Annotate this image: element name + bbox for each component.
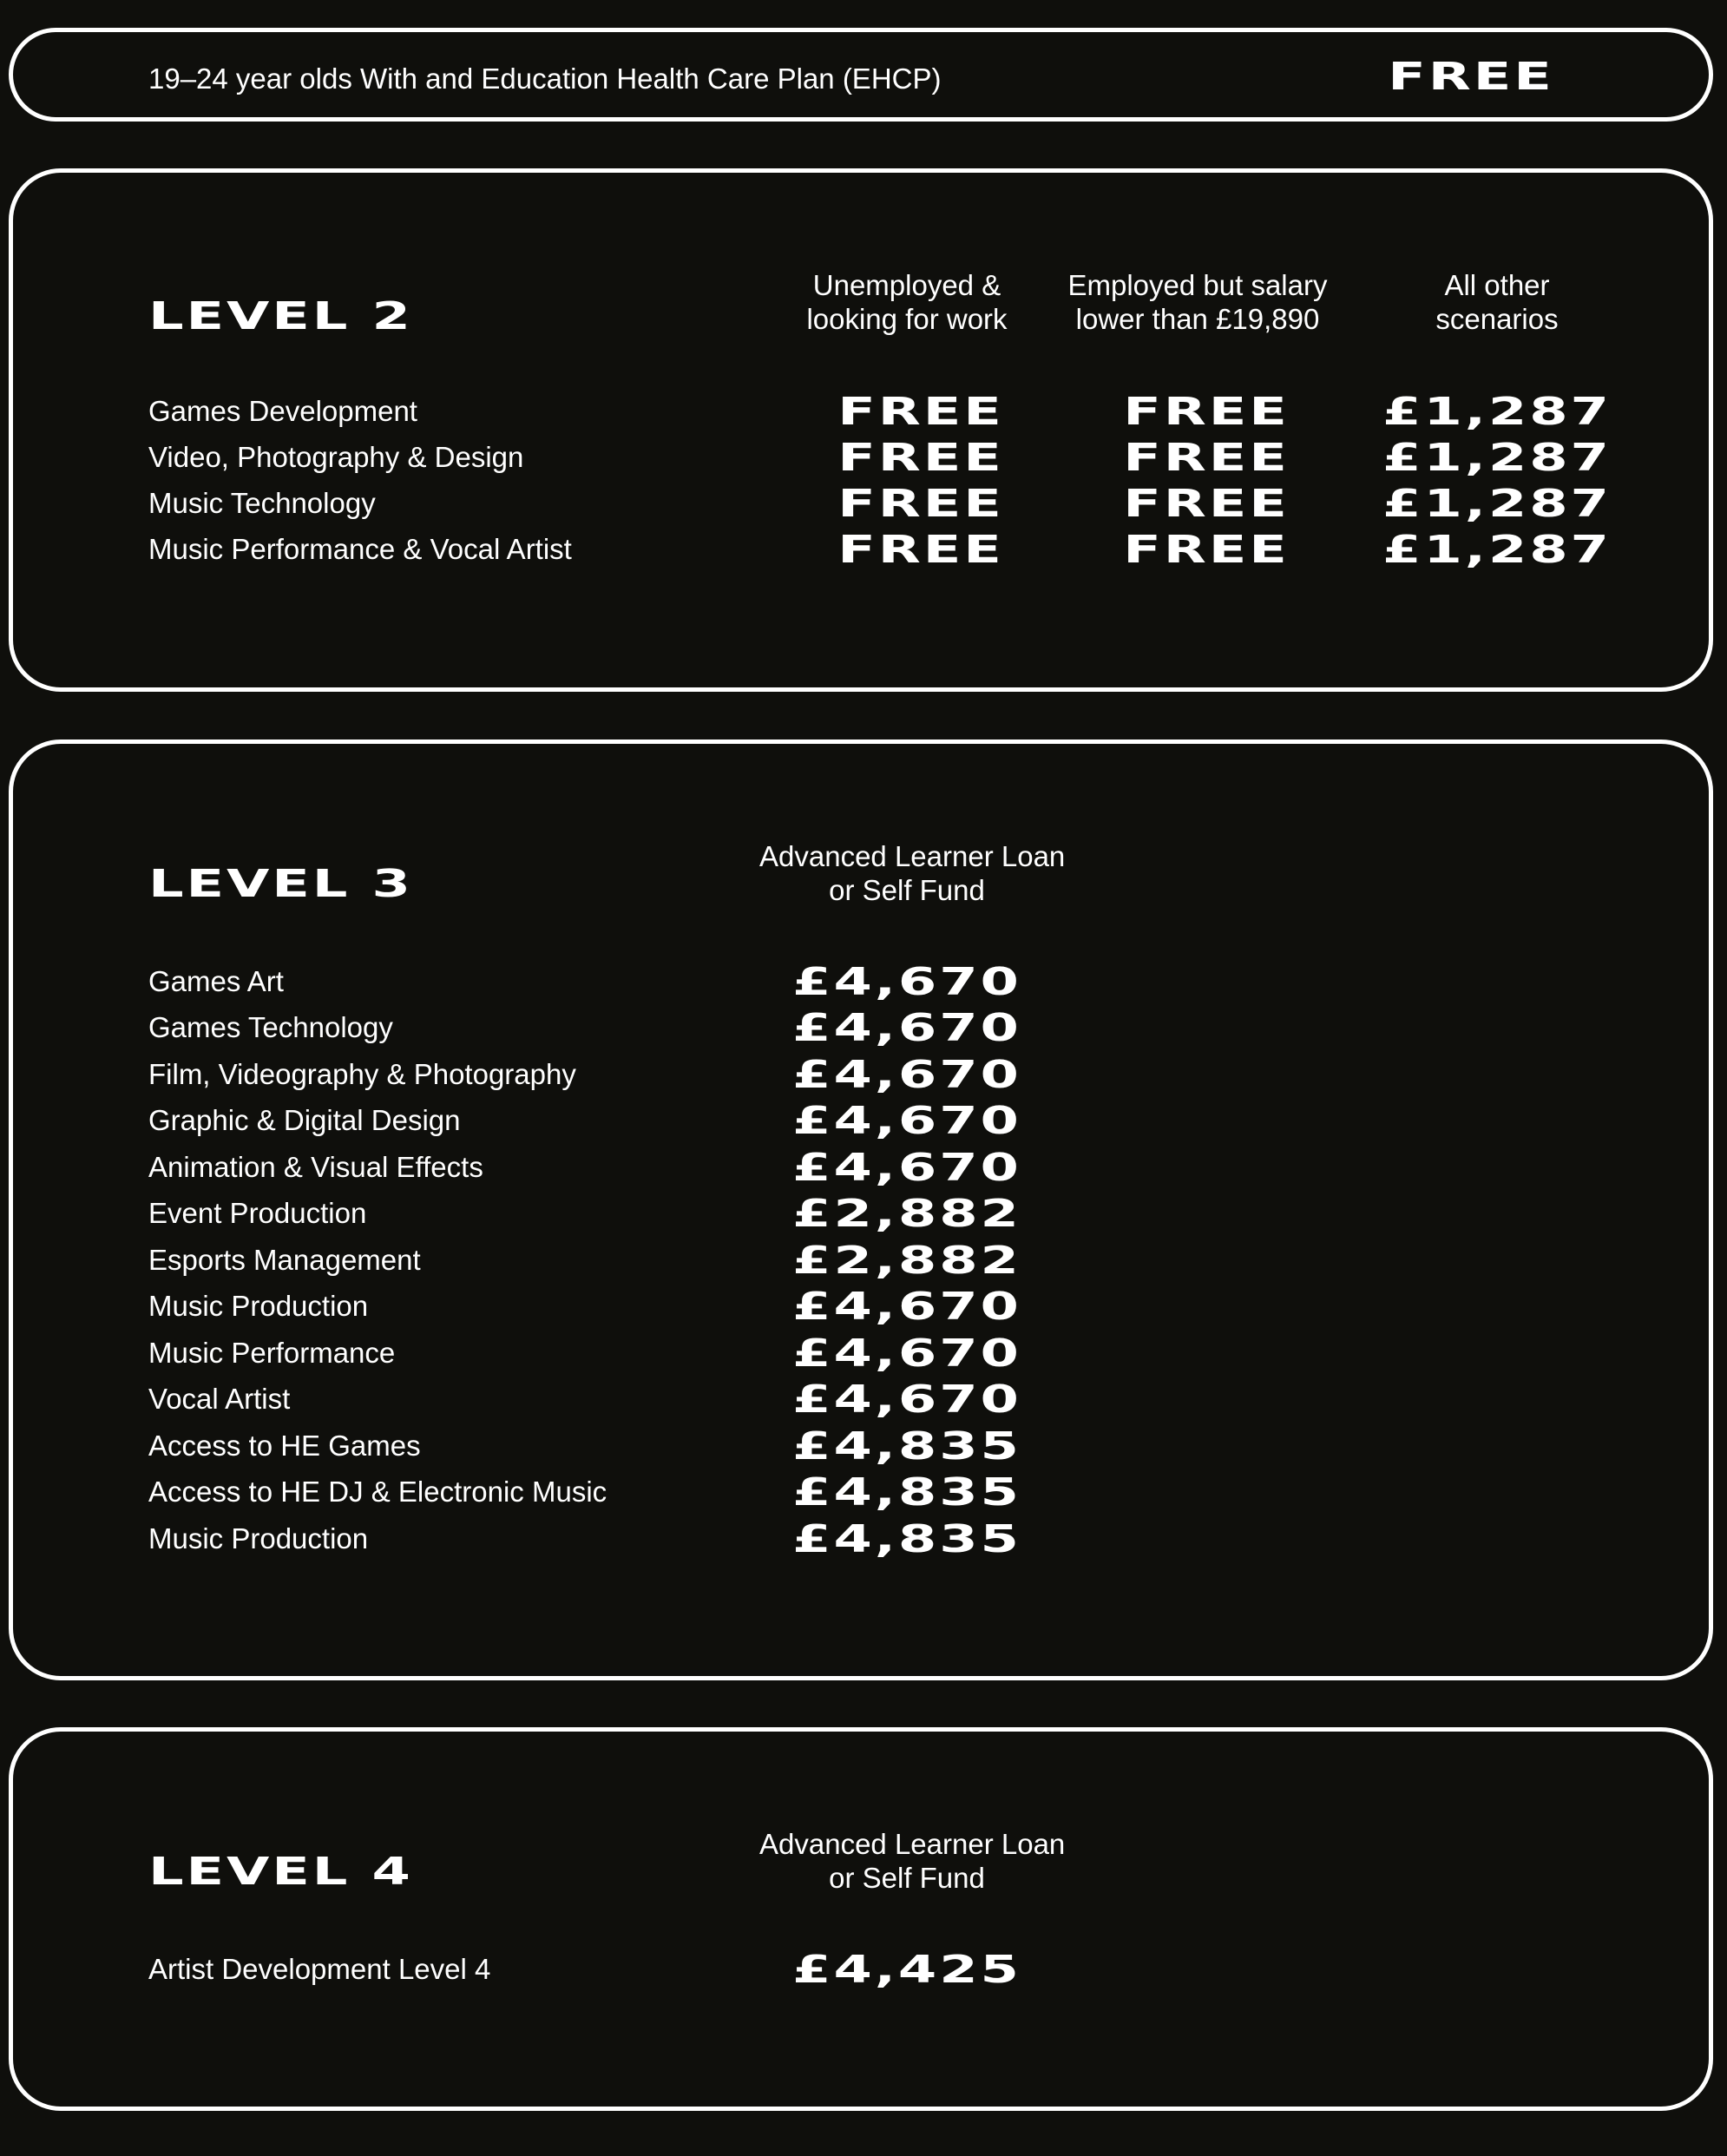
table-row [13,1052,1709,1098]
table-row [13,435,1709,481]
course-price: £2,882 [792,1239,1021,1283]
level-4-panel [9,1727,1713,2111]
level-3-panel [9,739,1713,1680]
course-price: £4,670 [792,1099,1021,1143]
course-price: £4,670 [792,1006,1021,1050]
level-2-column-unemployed: Unemployed & looking for work [806,269,1008,335]
price-all-other: £1,287 [1382,436,1612,480]
price-all-other: £1,287 [1382,528,1612,572]
course-name: Video, Photography & Design [148,441,524,473]
course-name: Esports Management [148,1244,421,1276]
course-name: Music Technology [148,487,376,519]
course-price: £4,670 [792,1146,1021,1190]
price-unemployed: FREE [837,482,1004,526]
course-name: Games Development [148,395,417,427]
table-row [13,481,1709,527]
course-name: Animation & Visual Effects [148,1151,483,1183]
table-row [13,1145,1709,1191]
price-employed-low-salary: FREE [1123,436,1290,480]
level-4-column-loan: Advanced Learner Loan or Self Fund [759,1828,1066,1894]
ehcp-label: 19–24 year olds With and Education Health Care Plan (EHCP) [148,62,942,95]
table-row [13,959,1709,1005]
course-price: £4,835 [792,1424,1021,1469]
course-name: Music Production [148,1290,369,1322]
price-employed-low-salary: FREE [1123,528,1290,572]
level-2-column-employed-low-salary: Employed but salary lower than £19,890 [1067,269,1328,335]
price-all-other: £1,287 [1382,482,1612,526]
price-unemployed: FREE [837,390,1004,434]
course-price: £4,670 [792,1331,1021,1376]
table-row [13,1238,1709,1284]
course-price: £4,835 [792,1517,1021,1561]
table-row [13,1947,1709,1993]
ehcp-banner [9,28,1713,122]
course-name: Games Technology [148,1011,393,1043]
course-price: £2,882 [792,1192,1021,1236]
level-2-title: LEVEL 2 [148,294,413,339]
price-unemployed: FREE [837,436,1004,480]
course-name: Music Production [148,1522,369,1555]
course-name: Vocal Artist [148,1383,291,1415]
course-name: Music Performance & Vocal Artist [148,533,572,565]
course-price: £4,670 [792,1285,1021,1329]
course-name: Games Art [148,965,284,997]
table-row [13,1377,1709,1423]
price-unemployed: FREE [837,528,1004,572]
level-2-column-all-other: All other scenarios [1435,269,1559,335]
table-row [13,389,1709,435]
course-name: Graphic & Digital Design [148,1104,461,1136]
course-name: Music Performance [148,1337,396,1369]
level-3-title: LEVEL 3 [148,862,413,906]
table-row [13,1005,1709,1051]
level-3-column-loan: Advanced Learner Loan or Self Fund [759,840,1066,906]
level-2-panel [9,168,1713,692]
table-row [13,1423,1709,1469]
ehcp-price: FREE [1388,55,1554,99]
course-price: £4,670 [792,1053,1021,1097]
table-row [13,1191,1709,1237]
course-name: Film, Videography & Photography [148,1058,576,1090]
course-name: Access to HE Games [148,1430,421,1462]
price-all-other: £1,287 [1382,390,1612,434]
course-name: Access to HE DJ & Electronic Music [148,1476,607,1508]
course-price: £4,425 [792,1948,1021,1992]
table-row [13,1284,1709,1330]
price-employed-low-salary: FREE [1123,390,1290,434]
table-row [13,1516,1709,1562]
table-row [13,527,1709,573]
course-price: £4,670 [792,1377,1021,1422]
price-employed-low-salary: FREE [1123,482,1290,526]
table-row [13,1469,1709,1515]
level-4-title: LEVEL 4 [148,1850,413,1894]
table-row [13,1098,1709,1144]
course-price: £4,835 [792,1470,1021,1515]
course-price: £4,670 [792,960,1021,1004]
course-name: Event Production [148,1197,367,1229]
table-row [13,1331,1709,1377]
course-name: Artist Development Level 4 [148,1953,491,1985]
